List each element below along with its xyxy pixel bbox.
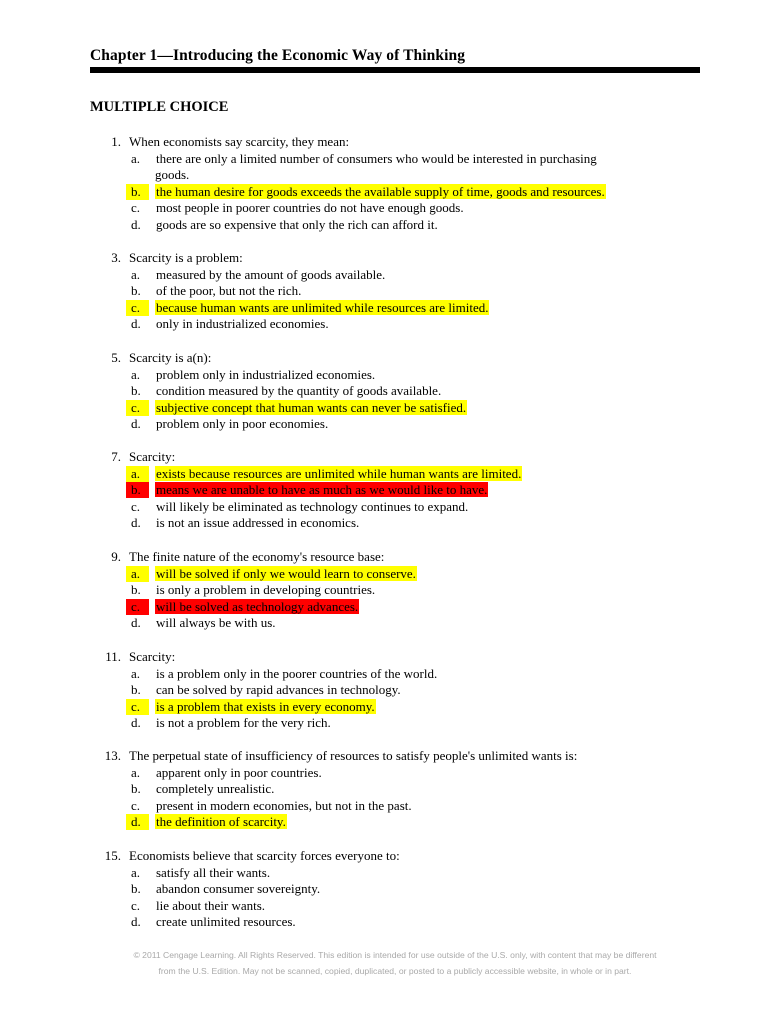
option-letter: c. bbox=[131, 598, 141, 614]
answer-option bbox=[0, 582, 768, 599]
option-text bbox=[155, 316, 635, 333]
answer-option bbox=[0, 416, 768, 433]
option-text-content: problem only in poor economies. bbox=[156, 416, 329, 431]
highlighted-answer-text: will be solved as technology advances. bbox=[156, 598, 359, 614]
option-text-content: is not an issue addressed in economics. bbox=[156, 515, 360, 530]
highlighted-answer-text: the human desire for goods exceeds the available supply of time, goods and resources. bbox=[156, 183, 605, 199]
answer-option bbox=[0, 200, 768, 217]
option-text-content: of the poor, but not the rich. bbox=[156, 283, 302, 298]
answer-option bbox=[0, 151, 768, 184]
answer-option bbox=[0, 499, 768, 516]
option-letter: d. bbox=[131, 814, 141, 829]
option-letter: a. bbox=[131, 665, 141, 681]
option-text bbox=[155, 400, 635, 417]
answer-option bbox=[0, 798, 768, 815]
option-letter: d. bbox=[131, 416, 141, 431]
question-stem bbox=[0, 649, 768, 666]
option-letter: c. bbox=[131, 200, 141, 215]
option-text bbox=[155, 898, 635, 915]
option-letter: d. bbox=[131, 615, 141, 630]
option-text bbox=[155, 865, 635, 882]
option-text-content: problem only in industrialized economies. bbox=[156, 366, 376, 382]
option-letter: b. bbox=[131, 781, 141, 796]
answer-option bbox=[0, 316, 768, 333]
option-text bbox=[155, 682, 635, 699]
answer-option bbox=[0, 781, 768, 798]
copyright-line-1: © 2011 Cengage Learning. All Rights Reserved. This edition is intended for use outside of the U.S. only, with content that may be different bbox=[133, 950, 657, 960]
option-letter: c. bbox=[131, 897, 141, 913]
option-letter: b. bbox=[131, 682, 141, 697]
answer-option bbox=[0, 865, 768, 882]
highlighted-answer-text: the definition of scarcity. bbox=[156, 814, 286, 829]
option-text bbox=[155, 615, 635, 632]
question-stem bbox=[0, 134, 768, 151]
option-text bbox=[155, 367, 635, 384]
highlighted-answer-text: exists because resources are unlimited while human wants are limited. bbox=[156, 465, 522, 481]
highlighted-answer-text: because human wants are unlimited while resources are limited. bbox=[156, 299, 489, 315]
question-number: 3. bbox=[111, 250, 121, 265]
highlighted-answer-text: will be solved if only we would learn to conserve. bbox=[156, 565, 416, 581]
question-item bbox=[0, 250, 768, 333]
answer-option bbox=[0, 267, 768, 284]
option-text bbox=[155, 881, 635, 898]
answer-option bbox=[0, 699, 768, 716]
answer-option bbox=[0, 765, 768, 782]
option-text bbox=[155, 566, 635, 583]
highlighted-answer-text: means we are unable to have as much as we would like to have. bbox=[156, 482, 488, 497]
question-stem bbox=[0, 549, 768, 566]
option-text-content: will likely be eliminated as technology continues to expand. bbox=[156, 498, 469, 514]
option-text-content: create unlimited resources. bbox=[156, 914, 296, 929]
option-text-content: satisfy all their wants. bbox=[156, 864, 271, 880]
question-item bbox=[0, 549, 768, 632]
question-item bbox=[0, 134, 768, 233]
option-letter: c. bbox=[131, 698, 141, 714]
option-letter: d. bbox=[131, 316, 141, 331]
option-letter: d. bbox=[131, 515, 141, 530]
option-text bbox=[155, 499, 635, 516]
option-text bbox=[155, 914, 635, 931]
answer-option bbox=[0, 566, 768, 583]
answer-option bbox=[0, 814, 768, 831]
question-number: 1. bbox=[111, 134, 121, 149]
option-text-content: goods are so expensive that only the rich can afford it. bbox=[156, 216, 438, 232]
option-text-content: there are only a limited number of consumers who would be interested in purchasing goods. bbox=[155, 150, 597, 182]
answer-option bbox=[0, 482, 768, 499]
option-text-content: condition measured by the quantity of goods available. bbox=[156, 383, 442, 398]
chapter-title: Chapter 1—Introducing the Economic Way of Thinking bbox=[90, 47, 466, 64]
answer-option bbox=[0, 666, 768, 683]
option-text bbox=[155, 715, 635, 732]
copyright-line-2: from the U.S. Edition. May not be scanned, copied, duplicated, or posted to a publicly accessible website, in whole or in part. bbox=[158, 966, 632, 976]
option-text-content: most people in poorer countries do not have enough goods. bbox=[156, 200, 464, 215]
option-letter: c. bbox=[131, 299, 141, 315]
answer-option bbox=[0, 914, 768, 931]
question-item bbox=[0, 748, 768, 831]
question-item bbox=[0, 449, 768, 532]
option-text-content: can be solved by rapid advances in technology. bbox=[156, 682, 401, 697]
question-item bbox=[0, 649, 768, 732]
question-number: 5. bbox=[111, 350, 121, 365]
option-text bbox=[155, 200, 635, 217]
option-text bbox=[155, 699, 635, 716]
answer-option bbox=[0, 599, 768, 616]
option-letter: b. bbox=[131, 283, 141, 298]
highlighted-answer-text: subjective concept that human wants can never be satisfied. bbox=[156, 399, 467, 415]
option-text bbox=[155, 217, 635, 234]
question-stem bbox=[0, 848, 768, 865]
question-item bbox=[0, 848, 768, 931]
question-text: Economists believe that scarcity forces everyone to: bbox=[129, 848, 400, 863]
option-letter: d. bbox=[131, 216, 141, 232]
answer-option bbox=[0, 881, 768, 898]
option-text-content: only in industrialized economies. bbox=[156, 316, 329, 331]
question-item bbox=[0, 350, 768, 433]
question-text: Scarcity: bbox=[129, 649, 176, 664]
question-number: 13. bbox=[104, 748, 121, 763]
option-text bbox=[155, 300, 635, 317]
copyright-footer bbox=[90, 947, 700, 979]
question-stem bbox=[0, 350, 768, 367]
answer-option bbox=[0, 283, 768, 300]
option-letter: b. bbox=[131, 383, 141, 398]
answer-option bbox=[0, 367, 768, 384]
option-text bbox=[155, 151, 635, 184]
question-number: 9. bbox=[111, 549, 121, 564]
option-text bbox=[155, 599, 635, 616]
answer-option bbox=[0, 466, 768, 483]
option-letter: c. bbox=[131, 498, 141, 514]
option-letter: a. bbox=[131, 764, 141, 780]
question-text: Scarcity: bbox=[129, 449, 176, 464]
question-stem bbox=[0, 449, 768, 466]
answer-option bbox=[0, 898, 768, 915]
option-letter: b. bbox=[131, 582, 141, 597]
option-letter: c. bbox=[131, 399, 141, 415]
answer-option bbox=[0, 184, 768, 201]
option-text bbox=[155, 482, 635, 499]
highlighted-answer-text: is a problem that exists in every economy. bbox=[156, 698, 375, 714]
option-text-content: present in modern economies, but not in the past. bbox=[156, 797, 412, 813]
option-text-content: will always be with us. bbox=[156, 615, 276, 630]
answer-option bbox=[0, 615, 768, 632]
option-text-content: measured by the amount of goods available. bbox=[156, 266, 386, 282]
option-text bbox=[155, 267, 635, 284]
option-text bbox=[155, 798, 635, 815]
option-text bbox=[155, 666, 635, 683]
option-letter: a. bbox=[131, 565, 141, 581]
option-text-content: lie about their wants. bbox=[156, 897, 266, 913]
option-text bbox=[155, 781, 635, 798]
option-letter: a. bbox=[131, 366, 141, 382]
option-text bbox=[155, 283, 635, 300]
option-text bbox=[155, 383, 635, 400]
option-letter: a. bbox=[131, 150, 141, 166]
option-text bbox=[155, 416, 635, 433]
answer-option bbox=[0, 217, 768, 234]
option-text-content: is a problem only in the poorer countries of the world. bbox=[156, 665, 438, 681]
option-text bbox=[155, 814, 635, 831]
option-letter: b. bbox=[131, 482, 141, 497]
question-stem bbox=[0, 250, 768, 267]
question-text: The perpetual state of insufficiency of resources to satisfy people's unlimited wants is: bbox=[129, 748, 578, 763]
answer-option bbox=[0, 515, 768, 532]
option-letter: c. bbox=[131, 797, 141, 813]
option-letter: a. bbox=[131, 864, 141, 880]
question-number: 15. bbox=[104, 848, 121, 863]
option-text bbox=[155, 765, 635, 782]
answer-option bbox=[0, 682, 768, 699]
answer-option bbox=[0, 400, 768, 417]
option-text-content: completely unrealistic. bbox=[156, 781, 275, 796]
question-text: When economists say scarcity, they mean: bbox=[129, 134, 350, 149]
question-text: The finite nature of the economy's resource base: bbox=[129, 549, 385, 564]
option-letter: d. bbox=[131, 715, 141, 730]
title-rule bbox=[90, 67, 700, 73]
answer-option bbox=[0, 300, 768, 317]
option-text-content: is not a problem for the very rich. bbox=[156, 715, 331, 730]
option-text bbox=[155, 582, 635, 599]
question-text: Scarcity is a problem: bbox=[129, 250, 243, 265]
option-text-content: abandon consumer sovereignty. bbox=[156, 881, 321, 896]
answer-option bbox=[0, 383, 768, 400]
option-text bbox=[155, 515, 635, 532]
question-number: 11. bbox=[105, 649, 121, 664]
option-text-content: apparent only in poor countries. bbox=[156, 764, 322, 780]
option-letter: a. bbox=[131, 266, 141, 282]
option-text-content: is only a problem in developing countries. bbox=[156, 582, 376, 597]
question-number: 7. bbox=[111, 449, 121, 464]
option-letter: b. bbox=[131, 183, 141, 199]
option-letter: d. bbox=[131, 914, 141, 929]
answer-option bbox=[0, 715, 768, 732]
option-letter: a. bbox=[131, 465, 141, 481]
section-heading: MULTIPLE CHOICE bbox=[90, 99, 229, 115]
option-letter: b. bbox=[131, 881, 141, 896]
question-text: Scarcity is a(n): bbox=[129, 350, 212, 365]
option-text bbox=[155, 184, 635, 201]
option-text bbox=[155, 466, 635, 483]
question-stem bbox=[0, 748, 768, 765]
